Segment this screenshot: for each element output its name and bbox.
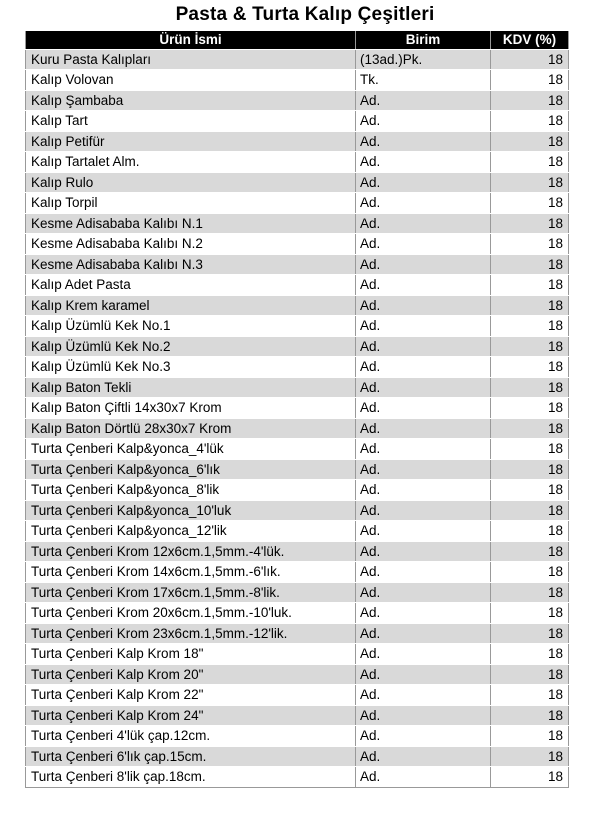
unit-cell: Ad. bbox=[356, 234, 491, 255]
table-row bbox=[26, 357, 569, 378]
product-name-cell: Kalıp Tartalet Alm. bbox=[26, 152, 356, 173]
table-row bbox=[26, 316, 569, 337]
product-name-cell: Turta Çenberi Krom 14x6cm.1,5mm.-6'lık. bbox=[26, 562, 356, 583]
table-row bbox=[26, 582, 569, 603]
vat-percent-cell: 18 bbox=[491, 193, 569, 214]
unit-cell: Ad. bbox=[356, 377, 491, 398]
table-row bbox=[26, 603, 569, 624]
product-name-cell: Turta Çenberi Krom 20x6cm.1,5mm.-10'luk. bbox=[26, 603, 356, 624]
table-row bbox=[26, 398, 569, 419]
table-row bbox=[26, 623, 569, 644]
table-body bbox=[26, 49, 569, 787]
product-name-cell: Turta Çenberi 6'lık çap.15cm. bbox=[26, 746, 356, 767]
table-row bbox=[26, 500, 569, 521]
vat-percent-cell: 18 bbox=[491, 357, 569, 378]
product-name-cell: Turta Çenberi Krom 17x6cm.1,5mm.-8'lik. bbox=[26, 582, 356, 603]
table-row bbox=[26, 439, 569, 460]
table-row bbox=[26, 152, 569, 173]
product-name-cell: Turta Çenberi Kalp Krom 20" bbox=[26, 664, 356, 685]
table-row bbox=[26, 418, 569, 439]
table-row bbox=[26, 644, 569, 665]
price-list-table bbox=[25, 31, 569, 788]
vat-percent-cell: 18 bbox=[491, 70, 569, 91]
vat-percent-cell: 18 bbox=[491, 767, 569, 788]
table-row bbox=[26, 193, 569, 214]
header-row bbox=[26, 31, 569, 49]
unit-cell: Ad. bbox=[356, 644, 491, 665]
unit-cell: Ad. bbox=[356, 541, 491, 562]
vat-percent-cell: 18 bbox=[491, 623, 569, 644]
product-name-cell: Turta Çenberi Kalp&yonca_6'lık bbox=[26, 459, 356, 480]
vat-percent-cell: 18 bbox=[491, 521, 569, 542]
product-name-cell: Kesme Adisababa Kalıbı N.1 bbox=[26, 213, 356, 234]
product-name-cell: Turta Çenberi Krom 23x6cm.1,5mm.-12'lik. bbox=[26, 623, 356, 644]
vat-percent-cell: 18 bbox=[491, 275, 569, 296]
vat-percent-cell: 18 bbox=[491, 295, 569, 316]
unit-cell: Ad. bbox=[356, 480, 491, 501]
table-row bbox=[26, 377, 569, 398]
vat-percent-cell: 18 bbox=[491, 603, 569, 624]
unit-cell: Ad. bbox=[356, 172, 491, 193]
table-row bbox=[26, 131, 569, 152]
product-name-cell: Kalıp Volovan bbox=[26, 70, 356, 91]
unit-cell: Ad. bbox=[356, 685, 491, 706]
product-name-cell: Kesme Adisababa Kalıbı N.3 bbox=[26, 254, 356, 275]
vat-percent-cell: 18 bbox=[491, 90, 569, 111]
table-row bbox=[26, 234, 569, 255]
vat-percent-cell: 18 bbox=[491, 541, 569, 562]
vat-percent-cell: 18 bbox=[491, 336, 569, 357]
product-name-cell: Turta Çenberi Kalp Krom 22" bbox=[26, 685, 356, 706]
vat-percent-cell: 18 bbox=[491, 213, 569, 234]
product-name-cell: Kuru Pasta Kalıpları bbox=[26, 49, 356, 70]
vat-percent-cell: 18 bbox=[491, 459, 569, 480]
vat-percent-cell: 18 bbox=[491, 377, 569, 398]
unit-cell: Ad. bbox=[356, 418, 491, 439]
vat-percent-cell: 18 bbox=[491, 480, 569, 501]
column-header-urun-ismi: Ürün İsmi bbox=[26, 31, 356, 49]
product-name-cell: Kalıp Üzümlü Kek No.1 bbox=[26, 316, 356, 337]
vat-percent-cell: 18 bbox=[491, 746, 569, 767]
table-header bbox=[26, 31, 569, 49]
unit-cell: Ad. bbox=[356, 213, 491, 234]
vat-percent-cell: 18 bbox=[491, 398, 569, 419]
unit-cell: Ad. bbox=[356, 131, 491, 152]
table-row bbox=[26, 111, 569, 132]
product-name-cell: Kalıp Şambaba bbox=[26, 90, 356, 111]
unit-cell: Ad. bbox=[356, 459, 491, 480]
table-row bbox=[26, 562, 569, 583]
unit-cell: Ad. bbox=[356, 90, 491, 111]
vat-percent-cell: 18 bbox=[491, 152, 569, 173]
vat-percent-cell: 18 bbox=[491, 439, 569, 460]
vat-percent-cell: 18 bbox=[491, 582, 569, 603]
unit-cell: Ad. bbox=[356, 316, 491, 337]
table-row bbox=[26, 521, 569, 542]
vat-percent-cell: 18 bbox=[491, 726, 569, 747]
unit-cell: Ad. bbox=[356, 439, 491, 460]
product-name-cell: Turta Çenberi Kalp&yonca_4'lük bbox=[26, 439, 356, 460]
page-title: Pasta & Turta Kalıp Çeşitleri bbox=[175, 4, 435, 25]
product-name-cell: Turta Çenberi Kalp Krom 24" bbox=[26, 705, 356, 726]
unit-cell: Ad. bbox=[356, 275, 491, 296]
table-row bbox=[26, 664, 569, 685]
unit-cell: Ad. bbox=[356, 664, 491, 685]
unit-cell: Ad. bbox=[356, 152, 491, 173]
product-name-cell: Kesme Adisababa Kalıbı N.2 bbox=[26, 234, 356, 255]
table-row bbox=[26, 541, 569, 562]
table-row bbox=[26, 254, 569, 275]
unit-cell: Ad. bbox=[356, 193, 491, 214]
table-row bbox=[26, 70, 569, 91]
unit-cell: Ad. bbox=[356, 500, 491, 521]
unit-cell: Ad. bbox=[356, 603, 491, 624]
product-name-cell: Kalıp Baton Tekli bbox=[26, 377, 356, 398]
product-name-cell: Turta Çenberi 8'lik çap.18cm. bbox=[26, 767, 356, 788]
product-name-cell: Turta Çenberi Kalp&yonca_10'luk bbox=[26, 500, 356, 521]
vat-percent-cell: 18 bbox=[491, 49, 569, 70]
table-row bbox=[26, 49, 569, 70]
vat-percent-cell: 18 bbox=[491, 644, 569, 665]
product-name-cell: Kalıp Rulo bbox=[26, 172, 356, 193]
product-name-cell: Turta Çenberi Kalp Krom 18" bbox=[26, 644, 356, 665]
unit-cell: Ad. bbox=[356, 111, 491, 132]
column-header-kdv: KDV (%) bbox=[491, 31, 569, 49]
unit-cell: Ad. bbox=[356, 746, 491, 767]
table-row bbox=[26, 90, 569, 111]
product-name-cell: Turta Çenberi 4'lük çap.12cm. bbox=[26, 726, 356, 747]
table-row bbox=[26, 213, 569, 234]
unit-cell: Ad. bbox=[356, 623, 491, 644]
unit-cell: Ad. bbox=[356, 582, 491, 603]
unit-cell: Ad. bbox=[356, 726, 491, 747]
unit-cell: Ad. bbox=[356, 562, 491, 583]
vat-percent-cell: 18 bbox=[491, 111, 569, 132]
table-row bbox=[26, 726, 569, 747]
vat-percent-cell: 18 bbox=[491, 500, 569, 521]
unit-cell: Ad. bbox=[356, 295, 491, 316]
vat-percent-cell: 18 bbox=[491, 234, 569, 255]
vat-percent-cell: 18 bbox=[491, 418, 569, 439]
vat-percent-cell: 18 bbox=[491, 131, 569, 152]
unit-cell: Ad. bbox=[356, 705, 491, 726]
vat-percent-cell: 18 bbox=[491, 254, 569, 275]
vat-percent-cell: 18 bbox=[491, 316, 569, 337]
table-row bbox=[26, 685, 569, 706]
product-name-cell: Kalıp Baton Çiftli 14x30x7 Krom bbox=[26, 398, 356, 419]
column-header-birim: Birim bbox=[356, 31, 491, 49]
table-row bbox=[26, 172, 569, 193]
table-row bbox=[26, 480, 569, 501]
product-name-cell: Kalıp Tart bbox=[26, 111, 356, 132]
product-name-cell: Kalıp Üzümlü Kek No.2 bbox=[26, 336, 356, 357]
table-row bbox=[26, 275, 569, 296]
unit-cell: Ad. bbox=[356, 254, 491, 275]
unit-cell: Ad. bbox=[356, 767, 491, 788]
unit-cell: Ad. bbox=[356, 357, 491, 378]
product-name-cell: Kalıp Krem karamel bbox=[26, 295, 356, 316]
unit-cell: (13ad.)Pk. bbox=[356, 49, 491, 70]
product-name-cell: Kalıp Üzümlü Kek No.3 bbox=[26, 357, 356, 378]
unit-cell: Ad. bbox=[356, 336, 491, 357]
product-name-cell: Kalıp Adet Pasta bbox=[26, 275, 356, 296]
unit-cell: Tk. bbox=[356, 70, 491, 91]
product-name-cell: Kalıp Petifür bbox=[26, 131, 356, 152]
vat-percent-cell: 18 bbox=[491, 664, 569, 685]
product-name-cell: Kalıp Torpil bbox=[26, 193, 356, 214]
table-row bbox=[26, 459, 569, 480]
unit-cell: Ad. bbox=[356, 521, 491, 542]
table-row bbox=[26, 746, 569, 767]
vat-percent-cell: 18 bbox=[491, 172, 569, 193]
vat-percent-cell: 18 bbox=[491, 562, 569, 583]
table-row bbox=[26, 295, 569, 316]
product-name-cell: Turta Çenberi Krom 12x6cm.1,5mm.-4'lük. bbox=[26, 541, 356, 562]
unit-cell: Ad. bbox=[356, 398, 491, 419]
table-row bbox=[26, 336, 569, 357]
table-row bbox=[26, 705, 569, 726]
table-row bbox=[26, 767, 569, 788]
product-name-cell: Turta Çenberi Kalp&yonca_8'lik bbox=[26, 480, 356, 501]
vat-percent-cell: 18 bbox=[491, 685, 569, 706]
product-name-cell: Turta Çenberi Kalp&yonca_12'lik bbox=[26, 521, 356, 542]
product-name-cell: Kalıp Baton Dörtlü 28x30x7 Krom bbox=[26, 418, 356, 439]
vat-percent-cell: 18 bbox=[491, 705, 569, 726]
